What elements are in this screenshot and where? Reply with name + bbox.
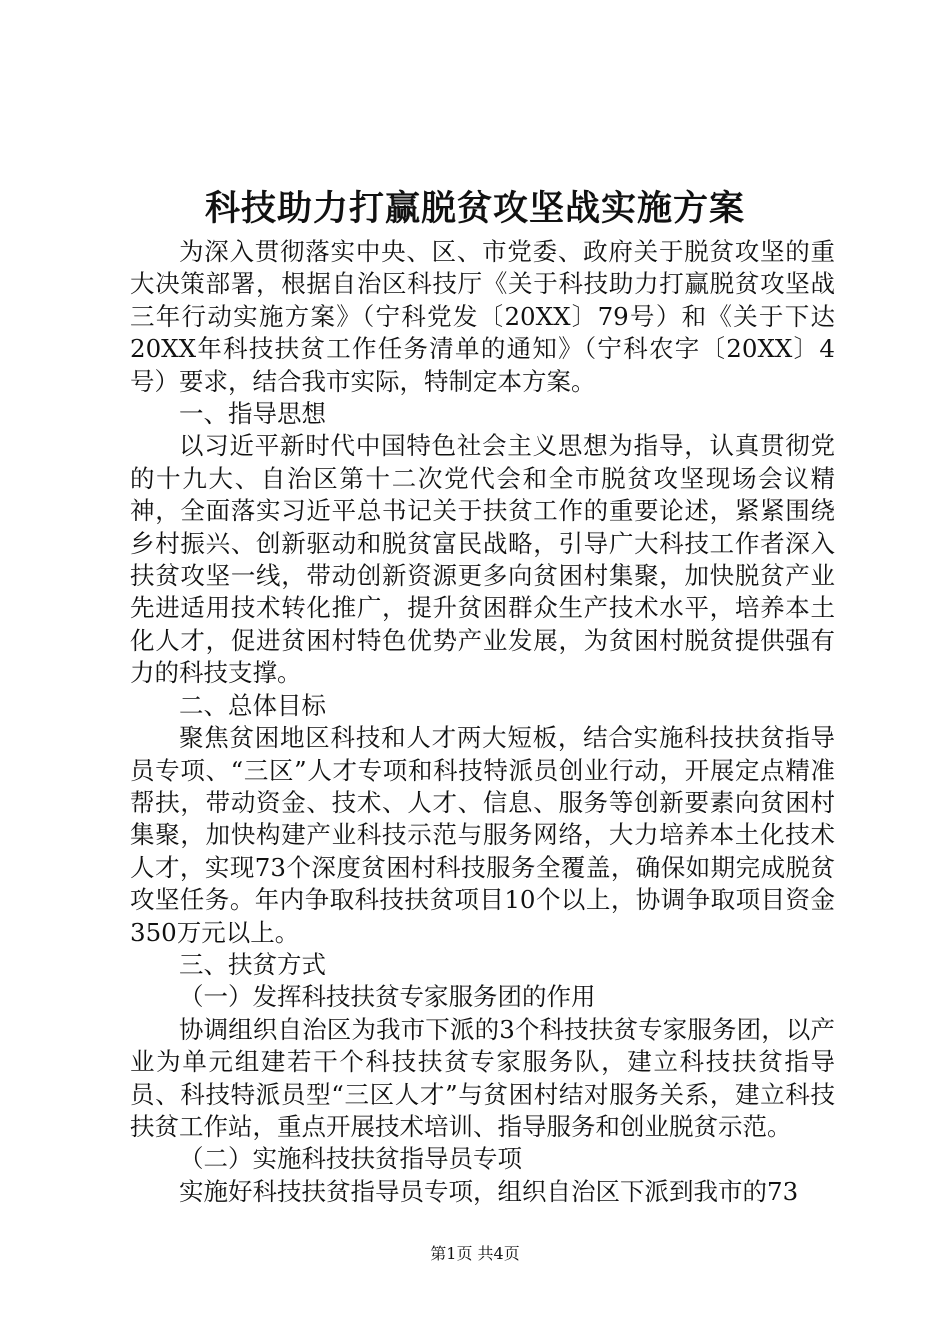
heading-overall-goal: 二、总体目标 <box>179 690 326 720</box>
document-title: 科技助力打赢脱贫攻坚战实施方案 <box>204 188 745 229</box>
document-body <box>130 236 835 1208</box>
heading-guiding-ideology: 一、指导思想 <box>179 399 326 429</box>
paragraph-instructor-program: 实施好科技扶贫指导员专项，组织自治区下派到我市的73 <box>179 1176 799 1206</box>
page-footer: 第1页 共4页 <box>430 1244 520 1263</box>
paragraph-overall-goal: 聚焦贫困地区科技和人才两大短板，结合实施科技扶贫指导员专项、“三区”人才专项和科技特派员创业行动，开展定点精准帮扶，带动资金、技术、人才、信息、服务等创新要素向贫困村集聚，加快构建产业科技示范与服务网络，大力培养本土化技术人才，实现73个深度贫困村科技服务全覆盖，确保如期完成脱贫攻坚任务。年内争取科技扶贫项目10个以上，协调争取项目资金350万元以上。 <box>130 723 835 947</box>
paragraph-intro: 为深入贯彻落实中央、区、市党委、政府关于脱贫攻坚的重大决策部署，根据自治区科技厅《关于科技助力打赢脱贫攻坚战三年行动实施方案》（宁科党发〔20XX〕79号）和《关于下达20XX年科技扶贫工作任务清单的通知》（宁科农字〔20XX〕4号）要求，结合我市实际，特制定本方案。 <box>130 237 835 396</box>
subheading-expert-team: （一）发挥科技扶贫专家服务团的作用 <box>179 982 596 1012</box>
subheading-instructor-program: （二）实施科技扶贫指导员专项 <box>179 1144 522 1174</box>
paragraph-expert-team: 协调组织自治区为我市下派的3个科技扶贫专家服务团，以产业为单元组建若干个科技扶贫专家服务队，建立科技扶贫指导员、科技特派员型“三区人才”与贫困村结对服务关系，建立科技扶贫工作站，重点开展技术培训、指导服务和创业脱贫示范。 <box>130 1014 835 1141</box>
paragraph-guiding-ideology: 以习近平新时代中国特色社会主义思想为指导，认真贯彻党的十九大、自治区第十二次党代会和全市脱贫攻坚现场会议精神，全面落实习近平总书记关于扶贫工作的重要论述，紧紧围绕乡村振兴、创新驱动和脱贫富民战略，引导广大科技工作者深入扶贫攻坚一线，带动创新资源更多向贫困村集聚，加快脱贫产业先进适用技术转化推广，提升贫困群众生产技术水平，培养本土化人才，促进贫困村特色优势产业发展，为贫困村脱贫提供强有力的科技支撑。 <box>130 431 835 688</box>
heading-poverty-methods: 三、扶贫方式 <box>179 949 326 979</box>
